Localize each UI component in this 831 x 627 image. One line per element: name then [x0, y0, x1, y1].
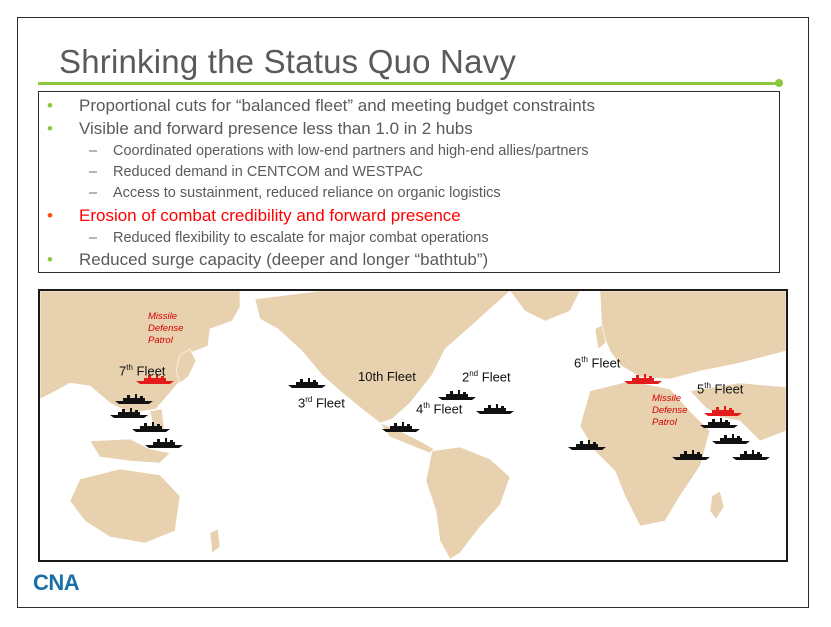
sub-bullet-mark: –	[89, 143, 98, 159]
title-underline-dot	[775, 79, 783, 87]
fleet-label-6th: 6th Fleet	[574, 355, 621, 371]
slide-title: Shrinking the Status Quo Navy	[59, 43, 517, 80]
patrol-label-gulf	[652, 393, 687, 429]
bullet-mark: •	[47, 250, 53, 269]
world-map	[38, 289, 788, 562]
patrol-word: Patrol	[148, 335, 173, 346]
sub-bullet-mark: –	[89, 164, 98, 180]
bullet-mark: •	[47, 119, 53, 138]
patrol-word: Missile	[652, 393, 682, 404]
sub-bullet-item	[89, 185, 501, 201]
sub-bullet-text: Reduced flexibility to escalate for major combat operations	[113, 230, 489, 246]
patrol-word: Defense	[652, 405, 688, 416]
fleet-label-4th: 4th Fleet	[416, 401, 463, 417]
bullet-mark: •	[47, 206, 53, 225]
bullet-item	[47, 119, 473, 139]
cna-logo	[33, 570, 79, 596]
patrol-word: Defense	[148, 323, 184, 334]
patrol-word: Missile	[148, 311, 178, 322]
bullet-item	[47, 250, 489, 270]
sub-bullet-item	[89, 164, 423, 180]
sub-bullet-text: Access to sustainment, reduced reliance on organic logistics	[113, 185, 501, 201]
bullet-mark: •	[47, 96, 53, 115]
fleet-label-7th: 7th Fleet	[119, 363, 166, 379]
patrol-label-pacific	[148, 311, 183, 347]
fleet-label-5th: 5th Fleet	[697, 381, 744, 397]
title-underline	[38, 82, 780, 85]
bullet-text: Erosion of combat credibility and forward presence	[79, 206, 461, 225]
bullet-item-emphasis	[47, 206, 461, 226]
sub-bullet-text: Reduced demand in CENTCOM and WESTPAC	[113, 164, 423, 180]
sub-bullet-mark: –	[89, 185, 98, 201]
bullet-box	[38, 91, 780, 273]
fleet-label-10th: 10th Fleet	[358, 369, 416, 384]
logo-text: CNA	[33, 570, 80, 595]
sub-bullet-text: Coordinated operations with low-end partners and high-end allies/partners	[113, 143, 589, 159]
patrol-word: Patrol	[652, 417, 677, 428]
bullet-text: Visible and forward presence less than 1.0 in 2 hubs	[79, 119, 473, 138]
bullet-item	[47, 96, 595, 116]
fleet-label-3rd: 3rd Fleet	[298, 395, 345, 411]
bullet-text: Proportional cuts for “balanced fleet” and meeting budget constraints	[79, 96, 595, 115]
bullet-text: Reduced surge capacity (deeper and longer “bathtub”)	[79, 250, 489, 269]
sub-bullet-item	[89, 230, 489, 246]
sub-bullet-mark: –	[89, 230, 98, 246]
fleet-label-2nd: 2nd Fleet	[462, 369, 511, 385]
sub-bullet-item	[89, 143, 589, 159]
